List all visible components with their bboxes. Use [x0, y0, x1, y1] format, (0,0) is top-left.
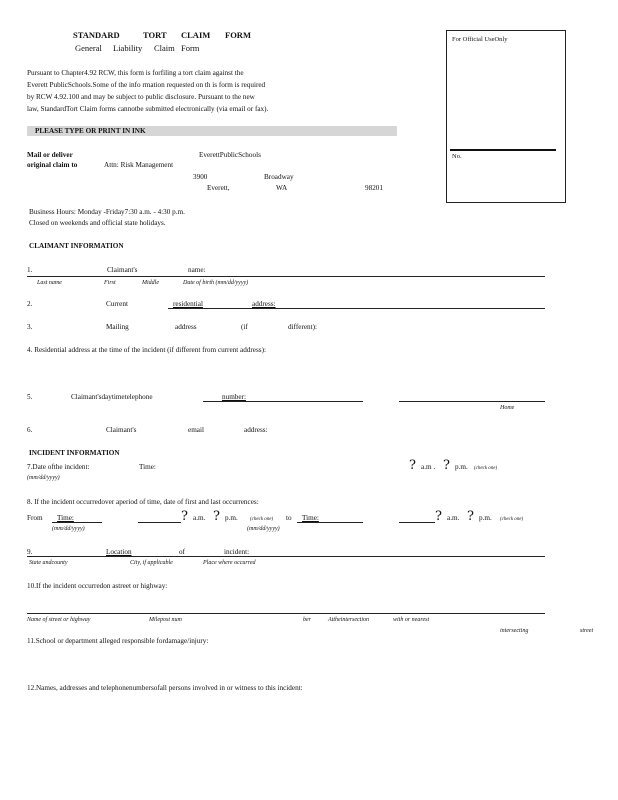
field-2-number: 2. — [27, 300, 33, 308]
field-7-label: 7.Date ofthe incident: — [27, 463, 90, 471]
field-8-from-format: (mm/dd/yyyy) — [52, 526, 85, 532]
field-9-label-b: of — [179, 548, 185, 556]
field-8-from-check-one: (check one) — [250, 517, 274, 522]
field-8-from-am-checkbox[interactable]: ? — [181, 509, 188, 524]
field-1-label-name: name: — [188, 266, 206, 274]
mail-org: EverettPublicSchools — [199, 151, 261, 159]
field-7-pm-label: p.m. — [455, 463, 468, 471]
subtitle-general: General — [75, 43, 102, 53]
field-10-sub-street-2: street — [580, 628, 594, 634]
hours-line-2: Closed on weekends and official state holidays. — [29, 219, 166, 227]
field-8-to-time-line[interactable] — [399, 522, 435, 523]
field-8-time-label-1: Time: — [57, 514, 74, 522]
form-title-claim: CLAIM — [181, 30, 211, 40]
mail-city: Everett, — [207, 184, 230, 192]
field-9-line[interactable] — [27, 556, 545, 557]
field-10-line[interactable] — [27, 613, 545, 614]
field-10-sub-street: Name of street or highway — [27, 617, 91, 623]
field-1-line[interactable] — [27, 276, 545, 277]
field-7-am-label: a.m . — [421, 463, 436, 471]
field-1-sub-last: Last name — [37, 280, 62, 286]
field-8-from-time-line[interactable] — [138, 522, 181, 523]
intro-line-4: law, StandardTort Claim forms cannotbe submitted electronically (via email or fax). — [27, 105, 269, 113]
field-10-sub-nearest: with or nearest — [393, 617, 430, 623]
official-use-box — [446, 30, 566, 203]
field-7-pm-checkbox[interactable]: ? — [443, 458, 450, 473]
mail-label-2: original claim to — [27, 161, 78, 169]
field-9-sub-city: City, if applicable — [130, 560, 173, 566]
field-8-to-label: to — [286, 514, 292, 522]
hours-line-1: Business Hours: Monday -Friday7:30 a.m. - 4:30 p.m. — [29, 208, 185, 216]
claimant-section-heading: CLAIMANT INFORMATION — [29, 242, 124, 250]
field-2-line[interactable] — [168, 308, 545, 309]
official-box-divider — [450, 149, 556, 151]
field-1-label: Claimant's — [107, 266, 138, 274]
field-3-label-b: address — [175, 323, 197, 331]
field-3-label-c: (if — [241, 323, 248, 331]
field-7-check-one: (check one) — [474, 466, 498, 471]
field-8-to-pm-label: p.m. — [479, 514, 492, 522]
field-3-number: 3. — [27, 323, 33, 331]
incident-section-heading: INCIDENT INFORMATION — [29, 449, 120, 457]
field-8-to-check-one: (check one) — [500, 517, 524, 522]
intro-line-1: Pursuant to Chapter4.92 RCW, this form is forfiling a tort claim against the — [27, 69, 244, 77]
field-8-to-pm-checkbox[interactable]: ? — [467, 509, 474, 524]
field-9-label-c: incident: — [224, 548, 250, 556]
mail-state: WA — [276, 184, 288, 192]
form-title-form: FORM — [225, 30, 251, 40]
field-6-label-a: Claimant's — [106, 426, 137, 434]
field-8-to-am-checkbox[interactable]: ? — [435, 509, 442, 524]
field-8-time-label-2: Time: — [302, 514, 319, 522]
mail-attn: Attn: Risk Management — [104, 161, 174, 169]
field-8-label: 8. If the incident occurredover aperiod of time, date of first and last occurrences: — [27, 498, 259, 506]
field-4-label: 4. Residential address at the time of the incident (if different from current address): — [27, 346, 266, 354]
field-9-sub-state: State andcounty — [29, 560, 68, 566]
form-title-tort: TORT — [143, 30, 167, 40]
field-5-label-b: number: — [222, 393, 246, 401]
field-3-label-a: Mailing — [106, 323, 129, 331]
field-9-sub-place: Place where occurred — [203, 560, 256, 566]
field-6-label-c: address: — [244, 426, 268, 434]
field-8-to-date-line[interactable] — [297, 522, 363, 523]
field-7-time-label: Time: — [139, 463, 156, 471]
field-8-to-format: (mm/dd/yyyy) — [247, 526, 280, 532]
subtitle-liability: Liability — [113, 43, 143, 53]
field-9-label-a: Location — [106, 548, 132, 556]
official-no-label: No. — [452, 153, 462, 160]
field-7-date-format: (mm/dd/yyyy) — [27, 475, 60, 481]
field-2-label-b: residential — [173, 300, 203, 308]
official-use-label: For Official UseOnly — [452, 36, 508, 43]
field-10-sub-intersection: Attheintersection — [328, 617, 369, 623]
field-5-number: 5. — [27, 393, 33, 401]
field-2-label-a: Current — [106, 300, 128, 308]
field-8-from-date-line[interactable] — [52, 522, 102, 523]
field-8-from-am-label: a.m. — [193, 514, 206, 522]
field-5-line-home[interactable] — [399, 401, 545, 402]
field-8-from-pm-label: p.m. — [225, 514, 238, 522]
field-10-sub-ber: ber — [303, 617, 311, 623]
field-7-am-checkbox[interactable]: ? — [409, 458, 416, 473]
intro-line-3: by RCW 4.92.100 and may be subject to public disclosure. Pursuant to the new — [27, 93, 255, 101]
field-3-label-d: different): — [288, 323, 318, 331]
form-title-standard: STANDARD — [73, 30, 120, 40]
mail-street: Broadway — [264, 173, 294, 181]
field-6-number: 6. — [27, 426, 33, 434]
field-1-sub-middle: Middle — [142, 280, 159, 286]
mail-zip: 98201 — [365, 184, 383, 192]
field-10-sub-intersecting: intersecting — [500, 628, 529, 634]
field-10-sub-milepost: Milepost num — [149, 617, 182, 623]
mail-label-1: Mail or deliver — [27, 151, 73, 159]
field-1-number: 1. — [27, 266, 33, 274]
intro-line-2: Everett PublicSchools.Some of the info rmation requested on th is form is required — [27, 81, 266, 89]
field-8-from-pm-checkbox[interactable]: ? — [213, 509, 220, 524]
subtitle-form: Form — [181, 43, 200, 53]
please-type-notice: PLEASE TYPE OR PRINT IN INK — [35, 127, 146, 135]
field-2-label-c: address: — [252, 300, 276, 308]
mail-street-number: 3900 — [193, 173, 208, 181]
field-1-sub-dob: Date of birth (mm/dd/yyyy) — [183, 280, 249, 286]
field-1-sub-first: First — [104, 280, 116, 286]
field-10-label: 10.If the incident occurredon astreet or highway: — [27, 582, 168, 590]
field-6-label-b: email — [188, 426, 204, 434]
field-9-number: 9. — [27, 548, 33, 556]
field-8-from-label: From — [27, 514, 43, 522]
field-5-label-a: Claimant'sdaytimetelephone — [71, 393, 153, 401]
field-5-line-a[interactable] — [203, 401, 363, 402]
field-12-label: 12.Names, addresses and telephonenumbersofall persons involved in or witness to this incident: — [27, 684, 303, 692]
subtitle-claim: Claim — [154, 43, 175, 53]
field-5-sub-home: Home — [500, 405, 515, 411]
field-8-to-am-label: a.m. — [447, 514, 460, 522]
field-11-label: 11.School or department alleged responsible fordamage/injury: — [27, 637, 209, 645]
